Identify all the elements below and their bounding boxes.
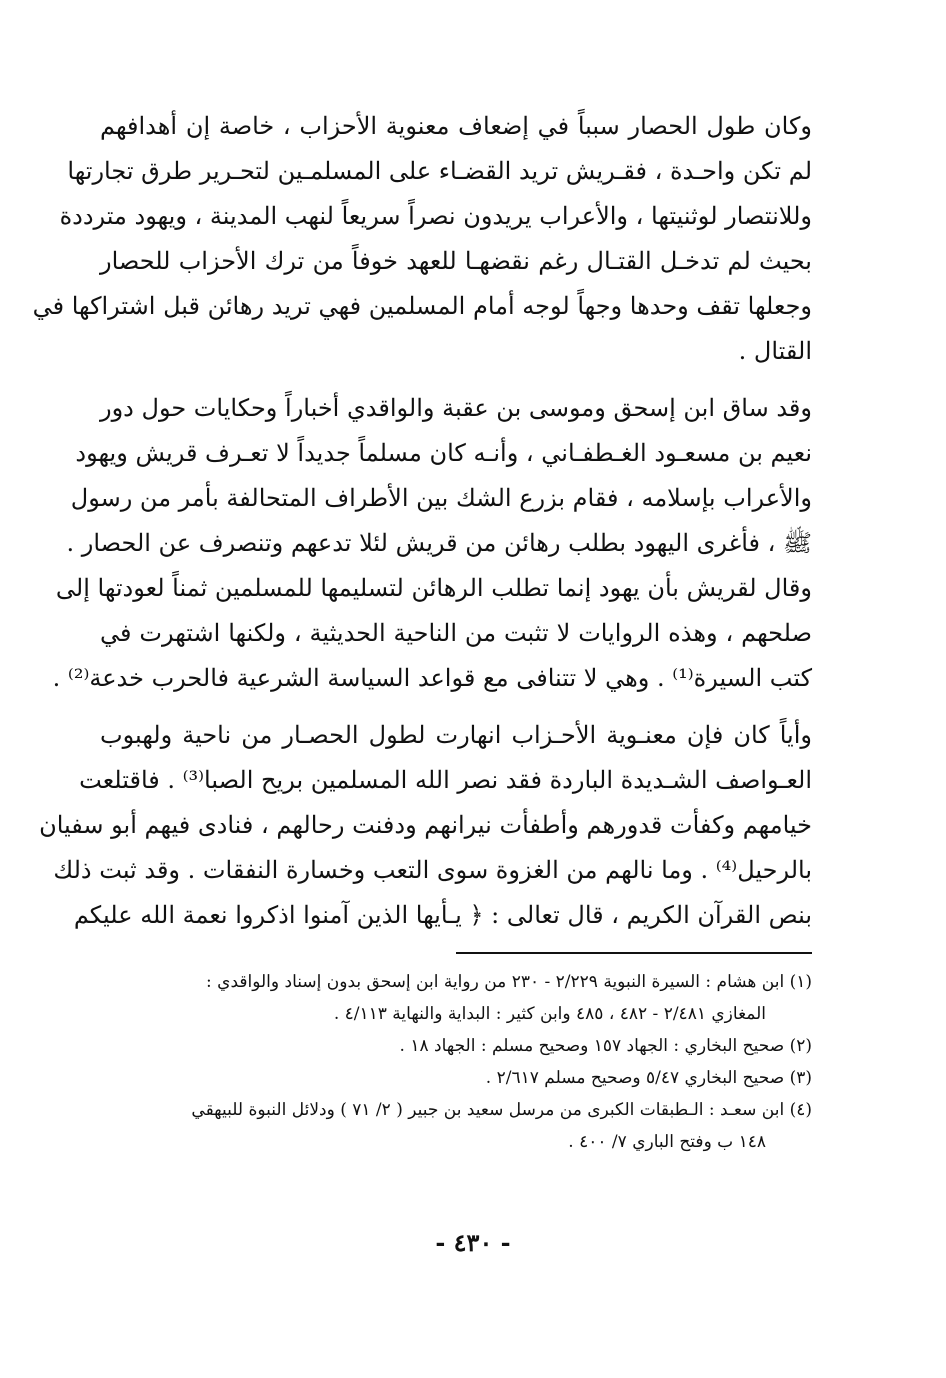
text-line: والأعراب بإسلامه ، فقام بزرع الشك بين الأطراف المتحالفة بأمر من رسول <box>70 484 812 512</box>
footnote-1 <box>100 966 812 1030</box>
footnote-3 <box>100 1062 812 1094</box>
body-text <box>32 104 812 938</box>
text-line: ﷺ ، فأغرى اليهود بطلب رهائن من قريش لئلا تدعهم وتنصرف عن الحصار . <box>66 529 812 557</box>
text-line: وقد ساق ابن إسحق وموسى بن عقبة والواقدي أخباراً وحكايات حول دور <box>100 394 812 422</box>
footnote-line: (٤) ابن سعـد : الـطبقات الكبرى من مرسل سعيد بن جبير ( ٢/ ٧١ ) ودلائل النبوة للبيهقي <box>191 1100 812 1120</box>
text-line: بنص القرآن الكريم ، قال تعالى : ﴿ يـأيها الذين آمنوا اذكروا نعمة الله عليكم <box>73 901 812 929</box>
footnote-line: (٢) صحيح البخاري : الجهاد ١٥٧ وصحيح مسلم : الجهاد ١٨ . <box>399 1036 812 1056</box>
text-line: نعيم بن مسعـود الغـطفـاني ، وأنـه كان مسلماً جديداً لا تعـرف قريش ويهود <box>75 439 812 467</box>
paragraph-gap <box>100 701 812 713</box>
text-line: لم تكن واحـدة ، فقـريش تريد القضـاء على المسلمـين لتحـرير طرق تجارتها <box>67 157 812 185</box>
text-line: وكان طول الحصار سبباً في إضعاف معنوية الأحزاب ، خاصة إن أهدافهم <box>100 112 812 140</box>
footnote-line: المغازي ٢/٤٨١ - ٤٨٢ ، ٤٨٥ وابن كثير : البداية والنهاية ٤/١١٣ . <box>333 1004 766 1024</box>
text-line: وجعلها تقف وحدها وجهاً لوجه أمام المسلمين فهي تريد رهائن قبل اشتراكها في <box>32 292 812 320</box>
footnote-2 <box>100 1030 812 1062</box>
text-line: بالرحيل⁽⁴⁾ . وما نالهم من الغزوة سوى التعب وخسارة النفقات . وقد ثبت ذلك <box>53 856 812 884</box>
text-line: كتب السيرة⁽¹⁾ . وهي لا تتنافى مع قواعد السياسة الشرعية فالحرب خدعة⁽²⁾ . <box>52 664 812 692</box>
paragraph <box>39 713 812 938</box>
text-line: العـواصف الشـديدة الباردة فقد نصر الله المسلمين بريح الصبا⁽³⁾ . فاقتلعت <box>79 766 812 794</box>
footnote-line: (٣) صحيح البخاري ٥/٤٧ وصحيح مسلم ٢/٦١٧ . <box>485 1068 812 1088</box>
text-line: وقال لقريش بأن يهود إنما تطلب الرهائن لتسليمها للمسلمين ثمناً لعودتها إلى <box>55 574 812 602</box>
text-line: خيامهم وكفأت قدورهم وأطفأت نيرانهم ودفنت رحالهم ، فنادى فيهم أبو سفيان <box>39 811 812 839</box>
footnotes <box>100 966 812 1158</box>
text-line: وللانتصار لوثنيتها ، والأعراب يريدون نصراً سريعاً لنهب المدينة ، ويهود مترددة <box>59 202 812 230</box>
text-line: بحيث لم تدخـل القتـال رغم نقضهـا للعهد خوفاً من ترك الأحزاب للحصار <box>100 247 812 275</box>
text-line: وأياً كان فإن معنـوية الأحـزاب انهارت لطول الحصـار من ناحية ولهبوب <box>100 721 812 749</box>
footnote-line: (١) ابن هشام : السيرة النبوية ٢/٢٢٩ - ٢٣٠ من رواية ابن إسحق بدون إسناد والواقدي : <box>206 972 812 992</box>
footnote-divider <box>456 952 812 954</box>
paragraph-gap <box>100 374 812 386</box>
paragraph <box>32 104 812 374</box>
footnote-4 <box>100 1094 812 1158</box>
text-line: صلحهم ، وهذه الروايات لا تثبت من الناحية الحديثية ، ولكنها اشتهرت في <box>100 619 812 647</box>
text-line: القتال . <box>738 337 812 365</box>
page-number: - ٤٣٠ - <box>435 1228 511 1257</box>
paragraph <box>52 386 812 701</box>
footnote-line: ١٤٨ ب وفتح الباري ٧/ ٤٠٠ . <box>568 1132 766 1152</box>
